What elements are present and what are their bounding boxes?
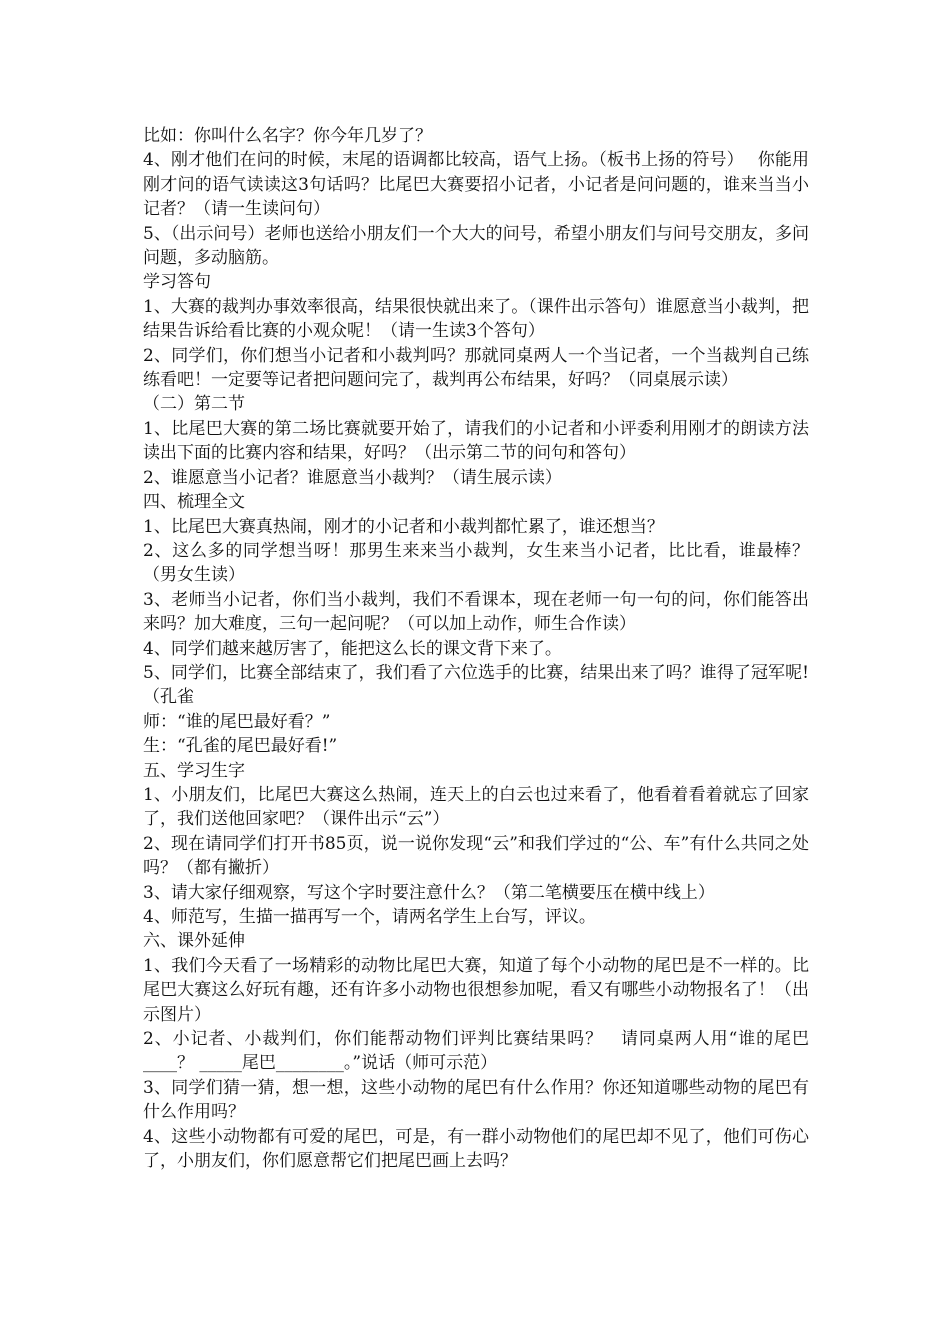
paragraph: 1、我们今天看了一场精彩的动物比尾巴大赛，知道了每个小动物的尾巴是不一样的。比尾巴大赛这么好玩有趣，还有许多小动物也很想参加呢，看又有哪些小动物报名了！（出示图片）: [143, 955, 809, 1025]
paragraph: 2、现在请同学们打开书85页，说一说你发现“云”和我们学过的“公、车”有什么共同之处吗？（都有撇折）: [143, 833, 809, 879]
section-heading: 四、梳理全文: [143, 492, 245, 513]
paragraph: 1、大赛的裁判办事效率很高，结果很快就出来了。（课件出示答句）谁愿意当小裁判，把结果告诉给看比赛的小观众呢！（请一生读3个答句）: [143, 296, 809, 342]
section-heading: （二）第二节: [143, 394, 245, 415]
paragraph: 3、同学们猜一猜，想一想，这些小动物的尾巴有什么作用？你还知道哪些动物的尾巴有什么作用吗？: [143, 1077, 809, 1123]
dialogue-line: 师：“谁的尾巴最好看？”: [143, 711, 331, 732]
section-heading: 五、学习生字: [143, 760, 245, 781]
paragraph: 1、小朋友们，比尾巴大赛这么热闹，连天上的白云也过来看了，他看着看着就忘了回家了，我们送他回家吧？（课件出示“云”）: [143, 784, 809, 830]
paragraph: 4、刚才他们在问的时候，末尾的语调都比较高，语气上扬。（板书上扬的符号） 你能用刚才问的语气读读这3句话吗？比尾巴大赛要招小记者，小记者是问问题的，谁来当当小记者？（请一生读问句）: [143, 150, 809, 220]
paragraph: 4、师范写，生描一描再写一个，请两名学生上台写，评议。: [143, 907, 596, 927]
document-body: [143, 124, 809, 1173]
section-heading: 学习答句: [143, 272, 211, 293]
paragraph: 2、这么多的同学想当呀！那男生来来当小裁判，女生来当小记者，比比看，谁最棒？（男女生读）: [143, 540, 809, 586]
paragraph: 4、同学们越来越厉害了，能把这么长的课文背下来了。: [143, 638, 562, 659]
section-heading: 六、课外延伸: [143, 931, 245, 952]
dialogue-line: 生：“孔雀的尾巴最好看!”: [143, 736, 338, 757]
paragraph: 1、比尾巴大赛真热闹，刚才的小记者和小裁判都忙累了，谁还想当？: [143, 516, 664, 537]
paragraph: 4、这些小动物都有可爱的尾巴，可是，有一群小动物他们的尾巴却不见了，他们可伤心了，小朋友们，你们愿意帮它们把尾巴画上去吗？: [143, 1126, 809, 1172]
paragraph: 2、谁愿意当小记者？谁愿意当小裁判？（请生展示读）: [143, 467, 562, 488]
paragraph: 2、小记者、小裁判们，你们能帮动物们评判比赛结果吗？ 请同桌两人用“谁的尾巴____？ _____尾巴________。”说话（师可示范）: [143, 1029, 809, 1074]
paragraph: 1、比尾巴大赛的第二场比赛就要开始了，请我们的小记者和小评委利用刚才的朗读方法读出下面的比赛内容和结果，好吗？（出示第二节的问句和答句）: [143, 418, 809, 464]
paragraph: 3、请大家仔细观察，写这个字时要注意什么？（第二笔横要压在横中线上）: [143, 882, 715, 903]
paragraph: 3、老师当小记者，你们当小裁判，我们不看课本，现在老师一句一句的问，你们能答出来吗？加大难度，三句一起问呢？（可以加上动作，师生合作读）: [143, 589, 809, 635]
paragraph: 2、同学们，你们想当小记者和小裁判吗？那就同桌两人一个当记者，一个当裁判自己练练看吧！一定要等记者把问题问完了，裁判再公布结果，好吗？（同桌展示读）: [143, 345, 809, 391]
paragraph: 5、同学们，比赛全部结束了，我们看了六位选手的比赛，结果出来了吗？谁得了冠军呢!（孔雀: [143, 662, 809, 708]
paragraph: 比如：你叫什么名字？你今年几岁了？: [143, 126, 432, 146]
paragraph: 5、（出示问号）老师也送给小朋友们一个大大的问号，希望小朋友们与问号交朋友，多问问题，多动脑筋。: [143, 223, 809, 269]
